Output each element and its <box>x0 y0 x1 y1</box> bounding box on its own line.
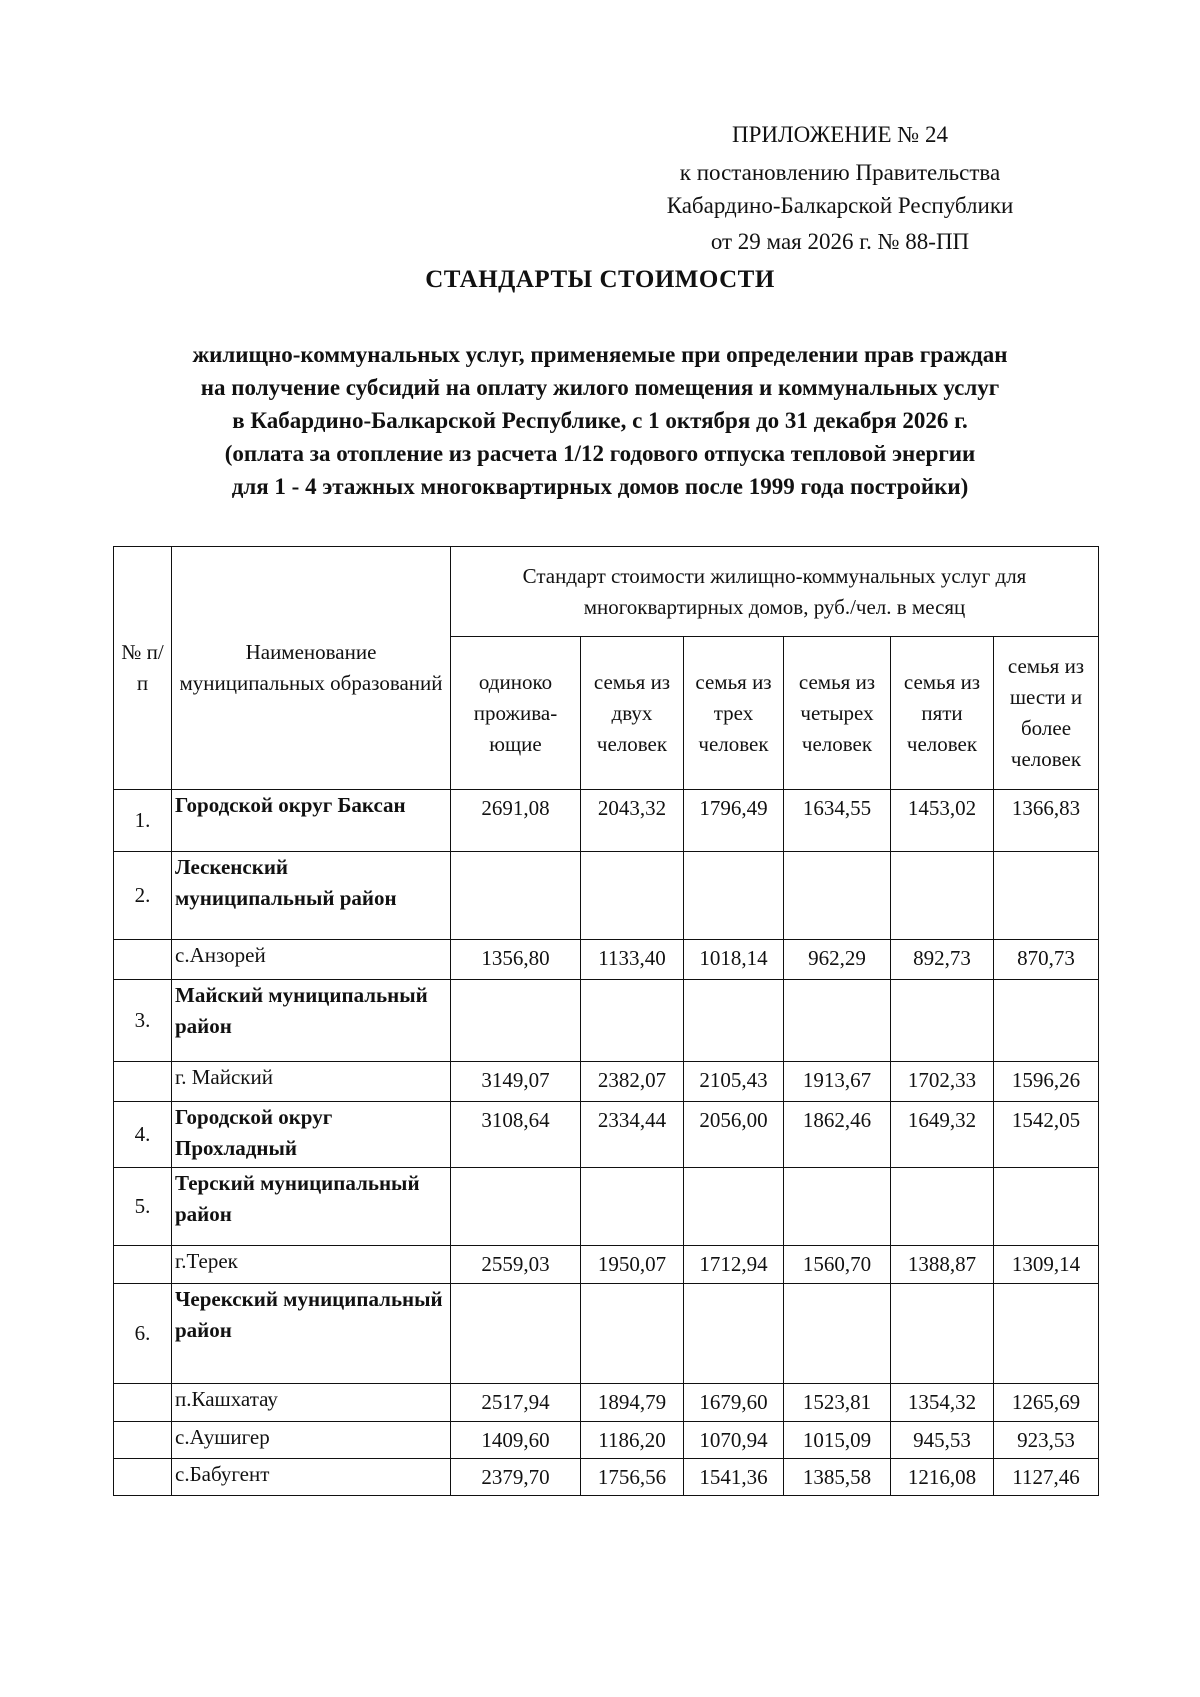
row-value: 945,53 <box>891 1422 994 1459</box>
header-col-1: одиноко прожива-ющие <box>451 637 581 790</box>
row-value: 2559,03 <box>451 1246 581 1284</box>
row-value <box>994 980 1099 1062</box>
row-value <box>684 852 784 940</box>
row-name: Черекский муниципальный район <box>172 1284 451 1384</box>
row-value <box>684 980 784 1062</box>
row-value: 1366,83 <box>994 790 1099 852</box>
row-value <box>891 980 994 1062</box>
row-value: 1541,36 <box>684 1459 784 1496</box>
row-value: 2334,44 <box>581 1102 684 1168</box>
row-value: 1385,58 <box>784 1459 891 1496</box>
subtitle-line: для 1 - 4 этажных многоквартирных домов после 1999 года постройки) <box>231 474 969 499</box>
row-value: 1388,87 <box>891 1246 994 1284</box>
row-name: Майский муниципальный район <box>172 980 451 1062</box>
row-name: г.Терек <box>172 1246 451 1284</box>
row-number <box>114 1246 172 1284</box>
row-name: с.Бабугент <box>172 1459 451 1496</box>
row-value: 3108,64 <box>451 1102 581 1168</box>
row-value: 1679,60 <box>684 1384 784 1422</box>
table-row <box>114 1168 1099 1246</box>
row-value: 962,29 <box>784 940 891 980</box>
row-value: 1894,79 <box>581 1384 684 1422</box>
row-value: 2691,08 <box>451 790 581 852</box>
row-name: с.Аушигер <box>172 1422 451 1459</box>
row-value <box>451 980 581 1062</box>
row-value: 1070,94 <box>684 1422 784 1459</box>
row-value: 1133,40 <box>581 940 684 980</box>
table-row <box>114 1422 1099 1459</box>
row-value <box>784 852 891 940</box>
table-row <box>114 940 1099 980</box>
subtitle-line: на получение субсидий на оплату жилого помещения и коммунальных услуг <box>200 375 1000 400</box>
table-row <box>114 852 1099 940</box>
row-value: 2043,32 <box>581 790 684 852</box>
row-number: 1. <box>114 790 172 852</box>
row-value: 1186,20 <box>581 1422 684 1459</box>
row-value <box>451 1284 581 1384</box>
row-value: 2382,07 <box>581 1062 684 1102</box>
row-name: Терский муниципальный район <box>172 1168 451 1246</box>
row-value: 870,73 <box>994 940 1099 980</box>
table-row <box>114 1459 1099 1496</box>
row-value <box>581 1284 684 1384</box>
annex-reference: к постановлению Правительства <box>679 160 1001 185</box>
table-row <box>114 980 1099 1062</box>
header-col-3: семья из трех человек <box>684 637 784 790</box>
row-value: 1523,81 <box>784 1384 891 1422</box>
row-number <box>114 1459 172 1496</box>
annex-republic: Кабардино-Балкарской Республики <box>666 193 1014 218</box>
row-value: 1216,08 <box>891 1459 994 1496</box>
row-value: 923,53 <box>994 1422 1099 1459</box>
row-value: 1265,69 <box>994 1384 1099 1422</box>
row-name: Лескенский муниципальный район <box>172 852 451 940</box>
row-number: 4. <box>114 1102 172 1168</box>
subtitle-line: в Кабардино-Балкарской Республике, с 1 октября до 31 декабря 2026 г. <box>232 408 968 433</box>
header-group: Стандарт стоимости жилищно-коммунальных услуг для многоквартирных домов, руб./чел. в месяц <box>451 547 1099 637</box>
row-value: 2056,00 <box>684 1102 784 1168</box>
row-value: 1950,07 <box>581 1246 684 1284</box>
row-value: 1309,14 <box>994 1246 1099 1284</box>
table-body <box>114 790 1099 1496</box>
row-value <box>581 980 684 1062</box>
row-number: 3. <box>114 980 172 1062</box>
header-col-6: семья из шести и более человек <box>994 637 1099 790</box>
row-number <box>114 1062 172 1102</box>
table-row <box>114 1102 1099 1168</box>
document-title: СТАНДАРТЫ СТОИМОСТИ <box>425 266 775 293</box>
row-value <box>994 1284 1099 1384</box>
row-number: 2. <box>114 852 172 940</box>
row-number: 5. <box>114 1168 172 1246</box>
row-name: Городской округ Баксан <box>172 790 451 852</box>
cost-standards-table <box>113 546 1099 1496</box>
subtitle-line: жилищно-коммунальных услуг, применяемые при определении прав граждан <box>192 342 1008 367</box>
row-value: 1702,33 <box>891 1062 994 1102</box>
row-name: с.Анзорей <box>172 940 451 980</box>
table-header <box>114 547 1099 790</box>
annex-number: ПРИЛОЖЕНИЕ № 24 <box>731 122 949 147</box>
row-value: 892,73 <box>891 940 994 980</box>
header-col-5: семья из пяти человек <box>891 637 994 790</box>
header-col-2: семья из двух человек <box>581 637 684 790</box>
row-value: 1913,67 <box>784 1062 891 1102</box>
row-value: 1634,55 <box>784 790 891 852</box>
row-value: 1127,46 <box>994 1459 1099 1496</box>
row-value <box>684 1284 784 1384</box>
row-value: 1453,02 <box>891 790 994 852</box>
row-value <box>784 1168 891 1246</box>
row-value <box>994 852 1099 940</box>
row-number <box>114 940 172 980</box>
row-value <box>451 1168 581 1246</box>
row-name: Городской округ Прохладный <box>172 1102 451 1168</box>
row-value: 2379,70 <box>451 1459 581 1496</box>
row-value <box>451 852 581 940</box>
row-value: 1862,46 <box>784 1102 891 1168</box>
row-value <box>994 1168 1099 1246</box>
row-value: 1560,70 <box>784 1246 891 1284</box>
row-value <box>581 1168 684 1246</box>
row-value: 1596,26 <box>994 1062 1099 1102</box>
annex-date: от 29 мая 2026 г. № 88-ПП <box>710 229 970 254</box>
row-value: 1796,49 <box>684 790 784 852</box>
row-number <box>114 1384 172 1422</box>
table-row <box>114 1246 1099 1284</box>
row-value <box>784 1284 891 1384</box>
table-row <box>114 1384 1099 1422</box>
table-row <box>114 1284 1099 1384</box>
row-value <box>891 1168 994 1246</box>
row-value: 1015,09 <box>784 1422 891 1459</box>
row-value: 1409,60 <box>451 1422 581 1459</box>
table-row <box>114 790 1099 852</box>
subtitle-line: (оплата за отопление из расчета 1/12 годового отпуска тепловой энергии <box>224 441 976 466</box>
row-value: 1756,56 <box>581 1459 684 1496</box>
row-value: 2517,94 <box>451 1384 581 1422</box>
row-name: п.Кашхатау <box>172 1384 451 1422</box>
row-value <box>891 1284 994 1384</box>
table-row <box>114 1062 1099 1102</box>
row-value <box>784 980 891 1062</box>
row-value: 1712,94 <box>684 1246 784 1284</box>
row-value <box>684 1168 784 1246</box>
row-name: г. Майский <box>172 1062 451 1102</box>
row-number <box>114 1422 172 1459</box>
row-value: 1356,80 <box>451 940 581 980</box>
header-name: Наименование муниципальных образований <box>172 547 451 790</box>
document-subtitle <box>100 338 1100 503</box>
row-number: 6. <box>114 1284 172 1384</box>
header-col-4: семья из четырех человек <box>784 637 891 790</box>
row-value: 3149,07 <box>451 1062 581 1102</box>
row-value <box>891 852 994 940</box>
row-value: 1018,14 <box>684 940 784 980</box>
row-value: 1354,32 <box>891 1384 994 1422</box>
row-value: 1542,05 <box>994 1102 1099 1168</box>
row-value <box>581 852 684 940</box>
header-number: № п/п <box>114 547 172 790</box>
row-value: 1649,32 <box>891 1102 994 1168</box>
row-value: 2105,43 <box>684 1062 784 1102</box>
